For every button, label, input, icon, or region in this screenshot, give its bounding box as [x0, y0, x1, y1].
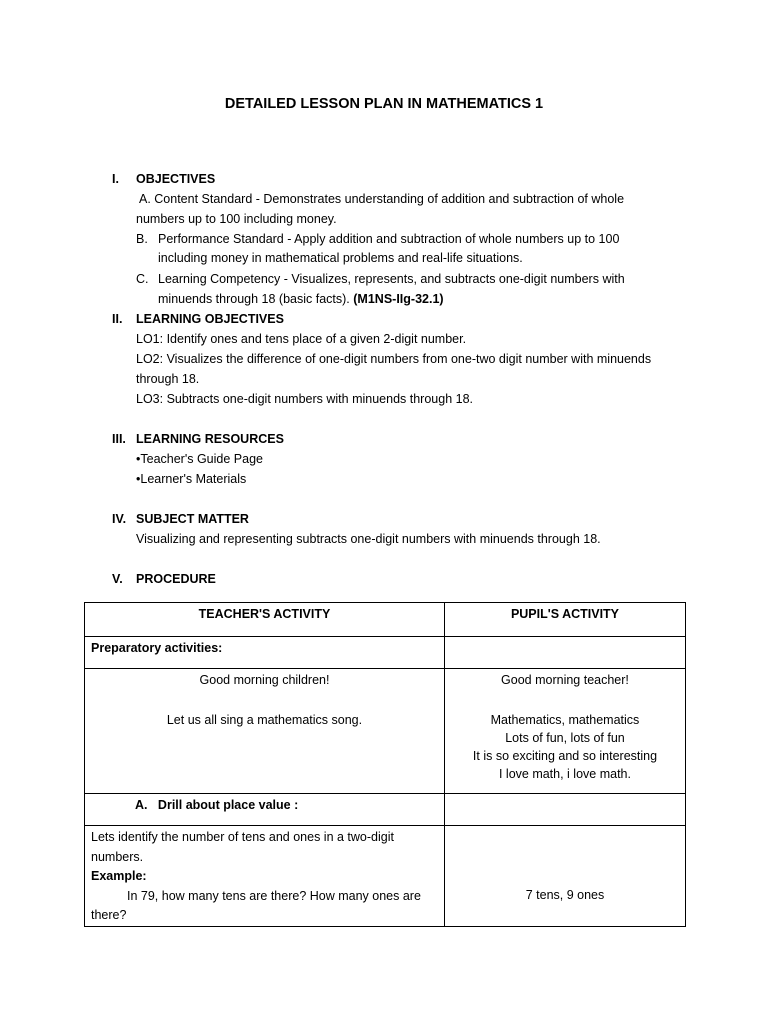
section-heading-subject-matter: SUBJECT MATTER: [136, 512, 249, 526]
song-line: I love math, i love math.: [498, 767, 631, 781]
section-number: V.: [112, 572, 123, 586]
resource-item: •Teacher's Guide Page: [136, 452, 263, 466]
table-row: [85, 826, 686, 927]
example-label: Example:: [91, 869, 147, 883]
resource-item: •Learner's Materials: [136, 472, 247, 486]
drill-label: A.: [135, 798, 148, 812]
teacher-greeting: Good morning children!: [199, 673, 330, 687]
drill-question: In 79, how many tens are there? How many ones are: [127, 888, 421, 903]
section-number: II.: [112, 312, 123, 326]
learning-competency-text: minuends through 18 (basic facts).: [158, 292, 350, 306]
table-header-row: [85, 603, 686, 637]
drill-content-cell: [85, 826, 445, 927]
document-title: DETAILED LESSON PLAN IN MATHEMATICS 1: [224, 96, 544, 112]
section-number: IV.: [112, 512, 127, 526]
section-number: III.: [112, 432, 126, 446]
learning-objective-2: LO2: Visualizes the difference of one-digit numbers from one-two digit number with minuends: [136, 352, 652, 366]
drill-heading-cell: [85, 794, 445, 826]
table-row: [85, 669, 686, 794]
section-heading-objectives: OBJECTIVES: [136, 172, 216, 186]
teacher-song-instruction: Let us all sing a mathematics song.: [166, 713, 363, 727]
section-heading-procedure: PROCEDURE: [136, 572, 216, 586]
empty-cell: [444, 794, 685, 826]
content-standard-line: A. Content Standard - Demonstrates understanding of addition and subtraction of whole: [139, 192, 625, 206]
teacher-greeting-cell: [85, 669, 445, 794]
learning-objective-3: LO3: Subtracts one-digit numbers with minuends through 18.: [136, 392, 473, 406]
drill-instruction: Lets identify the number of tens and ones in a two-digit: [91, 830, 394, 844]
table-row: [85, 794, 686, 826]
content-standard-line: numbers up to 100 including money.: [136, 212, 337, 226]
song-line: Lots of fun, lots of fun: [505, 731, 625, 745]
competency-code: (M1NS-IIg-32.1): [353, 292, 444, 306]
performance-standard-line: Performance Standard - Apply addition and subtraction of whole numbers up to 100: [158, 232, 620, 246]
song-line: Mathematics, mathematics: [490, 713, 640, 727]
performance-standard-line: including money in mathematical problems and real-life situations.: [158, 251, 523, 265]
list-label: B.: [136, 232, 148, 246]
empty-cell: [444, 637, 685, 669]
learning-objective-1: LO1: Identify ones and tens place of a given 2-digit number.: [136, 332, 467, 346]
learning-objective-2-cont: through 18.: [136, 372, 200, 386]
learning-competency-line: Learning Competency - Visualizes, represents, and subtracts one-digit numbers with: [158, 272, 625, 286]
section-number: I.: [112, 172, 119, 186]
song-line: It is so exciting and so interesting: [472, 749, 658, 763]
list-label: C.: [136, 272, 149, 286]
procedure-table: [84, 602, 686, 927]
pupil-greeting: Good morning teacher!: [501, 673, 629, 687]
pupil-greeting-cell: [444, 669, 685, 794]
section-heading-learning-resources: LEARNING RESOURCES: [136, 432, 284, 446]
preparatory-activities-label: Preparatory activities:: [85, 637, 445, 669]
learning-competency-line: [158, 291, 444, 307]
drill-instruction: numbers.: [91, 849, 144, 864]
section-heading-learning-objectives: LEARNING OBJECTIVES: [136, 312, 284, 326]
drill-question-cont: there?: [91, 908, 127, 922]
table-row: [85, 637, 686, 669]
drill-heading: Drill about place value :: [157, 798, 299, 812]
column-header-teacher: TEACHER'S ACTIVITY: [85, 603, 445, 637]
drill-answer: 7 tens, 9 ones: [444, 826, 685, 927]
subject-matter-text: Visualizing and representing subtracts one-digit numbers with minuends through 18.: [136, 532, 601, 546]
column-header-pupil: PUPIL'S ACTIVITY: [444, 603, 685, 637]
